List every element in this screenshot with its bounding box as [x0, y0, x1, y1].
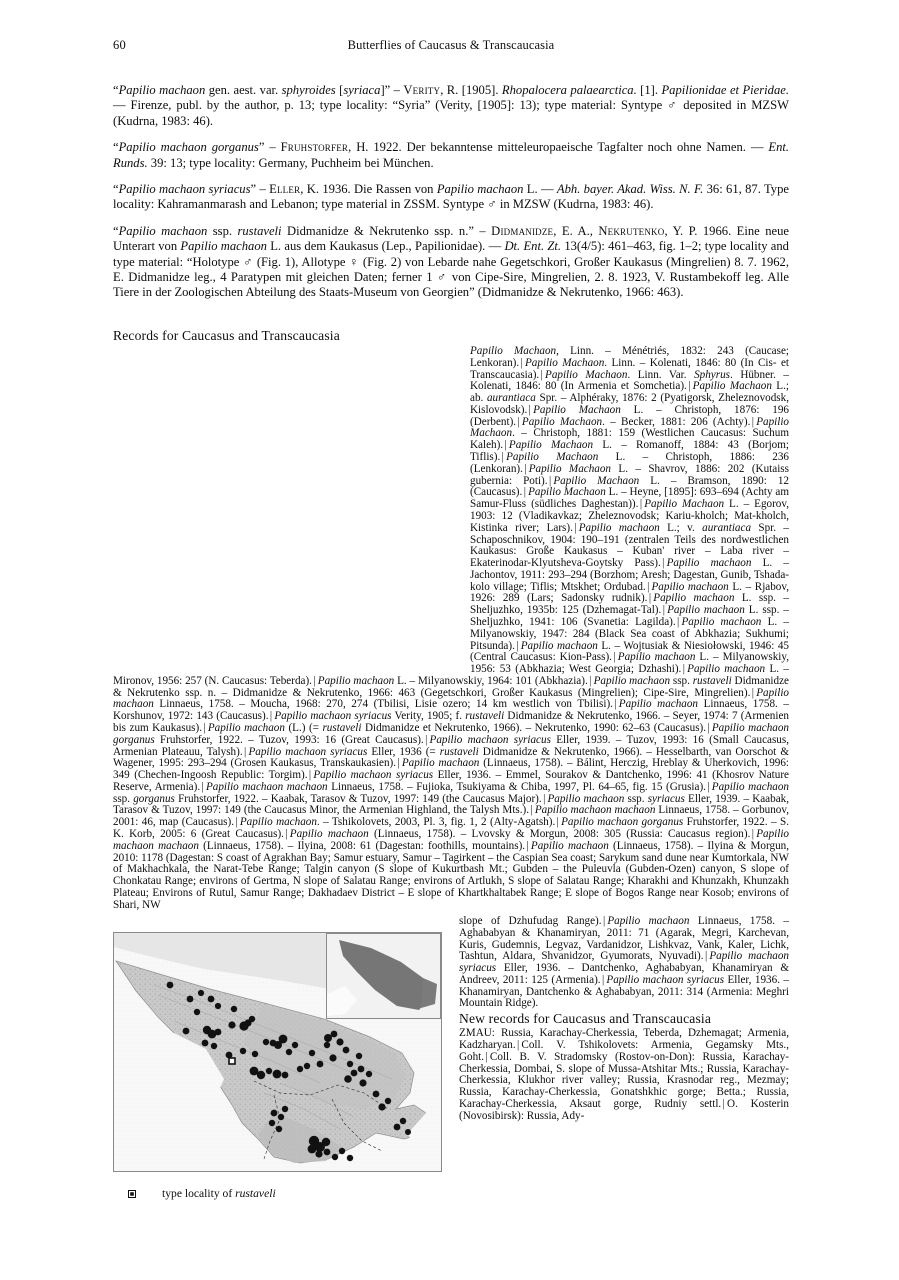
synonymy-block: [113, 83, 789, 312]
figure-legend-label: type locality of rustaveli: [162, 1187, 276, 1200]
records-body: [113, 346, 789, 912]
synonymy-entry-syriacus: [113, 182, 789, 213]
synonymy-entry-rustaveli: [113, 224, 789, 301]
inset-region-graphic: [327, 934, 440, 1018]
type-locality-marker: [229, 1058, 235, 1064]
page-number: 60: [113, 38, 126, 52]
map-float-spacer: [113, 350, 462, 672]
running-title: Butterflies of Caucasus & Transcaucasia: [347, 38, 555, 52]
distribution-map-figure: [113, 932, 457, 1201]
records-text: Papilio Machaon, Linn. – Ménétriés, 1832: 243 (Caucase; Lenkoran).| Papilio Machaon. Linn. – Kolenati, 1846: 80 (In Cis- et Transcaucasia).| Papilio Machaon. Linn. Var. Sphyrus. Hübner. – Kolenati, 1846: 80 (In Armenia et Somchetia).| Papilio Machaon L.; ab. aurantiaca Spr. – Alphéraky, 1876: 2 (Pyatigorsk, Zheleznovodsk, Kislovodsk).| Papilio Machaon L. – Christoph, 1876: 196 (Derbent).| Papilio Machaon. – Becker, 1881: 206 (Achty).| Papilio Machaon. – Christoph, 1881: 159 (Westlichen Caucasus: Suchum Kaleh).| Papilio Machaon L. – Romanoff, 1884: 43 (Borjom; Tiflis).| Papilio Machaon L. – Christoph, 1886: 236 (Lenkoran).| Papilio Machaon L. – Shavrov, 1886: 202 (Kutaiss gubernia: Poti).| Papilio Machaon L. – Bramson, 1890: 12 (Caucasus).| Papilio Machaon L. – Heyne, [1895]: 693–694 (Achty am Samur-Fluss (südliches Daghestan)).| Papilio Machaon L. – Egorov, 1903: 12 (Vladikavkaz; Zheleznovodsk; Kariu-kholch; Mat-kholch, Kistinka river; Lars).| Papilio machaon L.; v. aurantiaca Spr. – Schaposchnikov, 1904: 190–191 (zentralen Teils des nordwestlichen Kaukasus: Große Kaukasus – Kuban' river – Laba river – Ekaterinodar-Klyutsheva-Goytsky Pass).| Papilio machaon L. – Jachontov, 1911: 293–294 (Borzhom; Aresh; Dagestan, Gunib, Tshada-kolo village; Tiflis; Mtskhet; Ordubad.| Papilio machaon L. – Rjabov, 1926: 289 (Lars; Sadonsky rudnik).| Papilio machaon L. ssp. – Sheljuzhko, 1935b: 125 (Dzhemagat-Tal).| Papilio machaon L. ssp. – Sheljuzhko, 1941: 106 (Svanetia: Lagilda).| Papilio machaon L. – Milyanowskiy, 1947: 284 (Black Sea coast of Abkhazia; Sukhumi; Pitsunda).| Papilio machaon L. – Wojtusiak & Niesiołowski, 1946: 45 (Central Caucasus: Kion-Pass).| Papilio machaon L. – Milyanowskiy, 1956: 53 (Abkhazia; West Georgia; Dzhashi).| Papilio machaon L. – Mironov, 1956: 257 (N. Caucasus: Teberda).| Papilio machaon L. – Milyanowskiy, 1964: 101 (Abkhazia).| Papilio machaon ssp. rustaveli Didmanidze & Nekrutenko ssp. n. – Didmanidze & Nekrutenko, 1966: 463 (Gegetschkori, Großer Kaukasus (Mingrelien); Cipe-Sire, Mingrelien).| Papilio machaon Linnaeus, 1758. – Moucha, 1968: 270, 274 (Tbilisi, Lisie ozero; 14 km westlich von Tbilisi).| Papilio machaon Linnaeus, 1758. – Korshunov, 1972: 143 (Caucasus).| Papilio machaon syriacus Verity, 1905; f. rustaveli Didmanidze & Nekrutenko, 1966. – Seyer, 1974: 7 (Armenien bis zum Kaukasus).| Papilio machaon (L.) (= rustaveli Didmanidze et Nekrutenko, 1966). – Nekrutenko, 1990: 62–63 (Caucasus).| Papilio machaon gorganus Fruhstorfer, 1922. – Tuzov, 1993: 16 (Great Caucasus).| Papilio machaon syriacus Eller, 1939. – Tuzov, 1993: 16 (Small Caucasus, Armenian Plateauu, Talysh).| Papilio machaon syriacus Eller, 1936 (= rustaveli Didmanidze & Nekrutenko, 1966). – Hesselbarth, van Oorschot & Wagener, 1995: 293–294 (Grosen Kaukasus, Transkaukasien).| Papilio machaon (Linnaeus, 1758). – Bálint, Herczig, Hreblay & Uherkovich, 1996: 349 (Chechen-Ingoosh Republic: Torgim).| Papilio machaon syriacus Eller, 1936. – Emmel, Sourakov & Dantchenko, 1996: 41 (Khosrov Nature Reserve, Armenia).| Papilio machaon machaon Linnaeus, 1758. – Fujioka, Tsukiyama & Chiba, 1997, Pl. 64–65, fig. 15 (Grusia).| Papilio machaon ssp. gorganus Fruhstorfer, 1922. – Kaabak, Tarasov & Tuzov, 1997: 149 (the Caucasus Major).| Papilio machaon ssp. syriacus Eller, 1939. – Kaabak, Tarasov & Tuzov, 1997: 149 (the Caucasus Minor, the Armenian Highland, the Talysh Mts.).| Papilio machaon machaon Linnaeus, 1758. – Gorbunov, 2001: 46, map (Caucasus).| Papilio machaon. – Tshikolovets, 2003, Pl. 3, fig. 1, 2 (Alty-Agatsh).| Papilio machaon gorganus Fruhstorfer, 1922. – S. K. Korb, 2005: 6 (Great Caucasus).| Papilio machaon (Linnaeus, 1758). – Lvovsky & Morgun, 2008: 305 (Russia: Caucasus region).| Papilio machaon machaon (Linnaeus, 1758). – Ilyina, 2008: 61 (Dagestan: foothills, mountains).| Papilio machaon (Linnaeus, 1758). – Ilyina & Morgun, 2010: 1178 (Dagestan: S coast of Agrakhan Bay; Samur estuary, Samur – Tagirkent – the Caspian Sea coast; Sarykum sand dune near Kumtorkala, NW of Makhachkala, the Narat-Tebe Range; Talgin canyon (S slope of Kukurtbash Mt.; Gubden – the Puleuvla (Gubden-Ozen) canyon, S slope of Chonkatau Range; environs of Gertma, N slope of Salatau Range; environs of Artlukh, S slope of Salatau Range; Kharakhi and Khunzakh, Khunzakh Plateau; Environs of Rutul, Samur Range; Dakhadaev District – E slope of Khartkhaltabek Range; E slope of Bogos Range near Kosob; environs of Shari, NW: [113, 345, 790, 911]
figure-legend: [113, 1187, 457, 1201]
records-tail-column: [459, 916, 789, 1123]
synonymy-text: “Papilio machaon gen. aest. var. sphyroides [syriaca]” – Verity, R. [1905]. Rhopalocera palaearctica. [1]. Papilionidae et Pieridae. — Firenze, publ. by the author, p. 13; type locality: “Syria” (Verity, [1905]: 13); type material: Syntype ♂ deposited in MZSW (Kudrna, 1983: 46).: [113, 83, 789, 128]
synonymy-entry-gorganus: [113, 140, 789, 171]
records-tail-text: slope of Dzhufudag Range).| Papilio machaon Linnaeus, 1758. – Aghababyan & Khanamiryan, 2011: 71 (Agarak, Megri, Karchevan, Kuris, Gudemnis, Legvaz, Vardanidzor, Lishkvaz, Vank, Kaler, Lichk, Tashtun, Aldara, Shvanidzor, Gyumorats, Nyuvadi).| Papilio machaon syriacus Eller, 1936. – Dantchenko, Aghababyan, Khanamiryan & Andreev, 2011: 125 (Armenia).| Papilio machaon syriacus Eller, 1936. – Khanamiryan, Dantchenko & Aghababyan, 2011: 314 (Armenia: Meghri Mountain Ridge).: [459, 915, 789, 1010]
map-frame: [113, 932, 442, 1172]
type-locality-symbol-icon: [128, 1190, 136, 1198]
synonymy-text: “Papilio machaon gorganus” – Fruhstorfer, H. 1922. Der bekanntense mitteleuropaeische Tagfalter noch ohne Namen. — Ent. Runds. 39: 13; type locality: Germany, Puchheim bei München.: [113, 140, 790, 170]
map-inset: [326, 933, 441, 1019]
synonymy-entry-sphyroides: [113, 83, 789, 129]
records-heading: Records for Caucasus and Transcaucasia: [113, 328, 340, 343]
synonymy-text: “Papilio machaon ssp. rustaveli Didmanidze & Nekrutenko ssp. n.” – Didmanidze, E. A., Nekrutenko, Y. P. 1966. Eine neue Unterart von Papilio machaon L. aus dem Kaukasus (Lep., Papilionidae). — Dt. Ent. Zt. 13(4/5): 461–463, fig. 1–2; type locality and type material: “Holotype ♂ (Fig. 1), Allotype ♀ (Fig. 2) von Lebarde nahe Gegetschkori, Großer Kaukasus (Mingrelien) 8. 7. 1962, E. Didmanidze leg., 4 Paratypen mit gleichen Daten; ferner 1 ♂ von Cipe-Sire, Mingrelien, 2. 8. 1923, V. Rustambekoff leg. Alle Tiere in der Zoologischen Abteilung des Staats-Museum von Georgien” (Didmanidze & Nekrutenko, 1966: 463).: [113, 223, 789, 300]
page-content-column: [113, 0, 789, 1280]
new-records-heading: New records for Caucasus and Transcaucasia: [459, 1011, 712, 1027]
running-head: [113, 38, 789, 54]
new-records-text: ZMAU: Russia, Karachay-Cherkessia, Teberda, Dzhemagat; Armenia, Kadzharyan.| Coll. V. Tshikolovets: Armenia, Gegamsky Mts., Goht.| Coll. B. V. Stradomsky (Rostov-on-Don): Russia, Karachay-Cherkessia, Dombai, S. slope of Mussa-Atshitar Mts.; Russia, Karachay-Cherkessia, Klukhor river valley; Russia, Krasnodar reg., Mezmay; Russia, Karachay-Cherkessia, Gonatshkhic gorge; Betta.; Russia, Karachay-Cherkessia, Aksaut gorge, Rudniy settl.| O. Kosterin (Novosibirsk): Russia, Ady-: [459, 1027, 790, 1122]
synonymy-text: “Papilio machaon syriacus” – Eller, K. 1936. Die Rassen von Papilio machaon L. — Abh. bayer. Akad. Wiss. N. F. 36: 61, 87. Type locality: Kahramanmarash and Lebanon; type material in ZSSM. Syntype ♂ in MZSW (Kudrna, 1983: 46).: [113, 182, 789, 212]
